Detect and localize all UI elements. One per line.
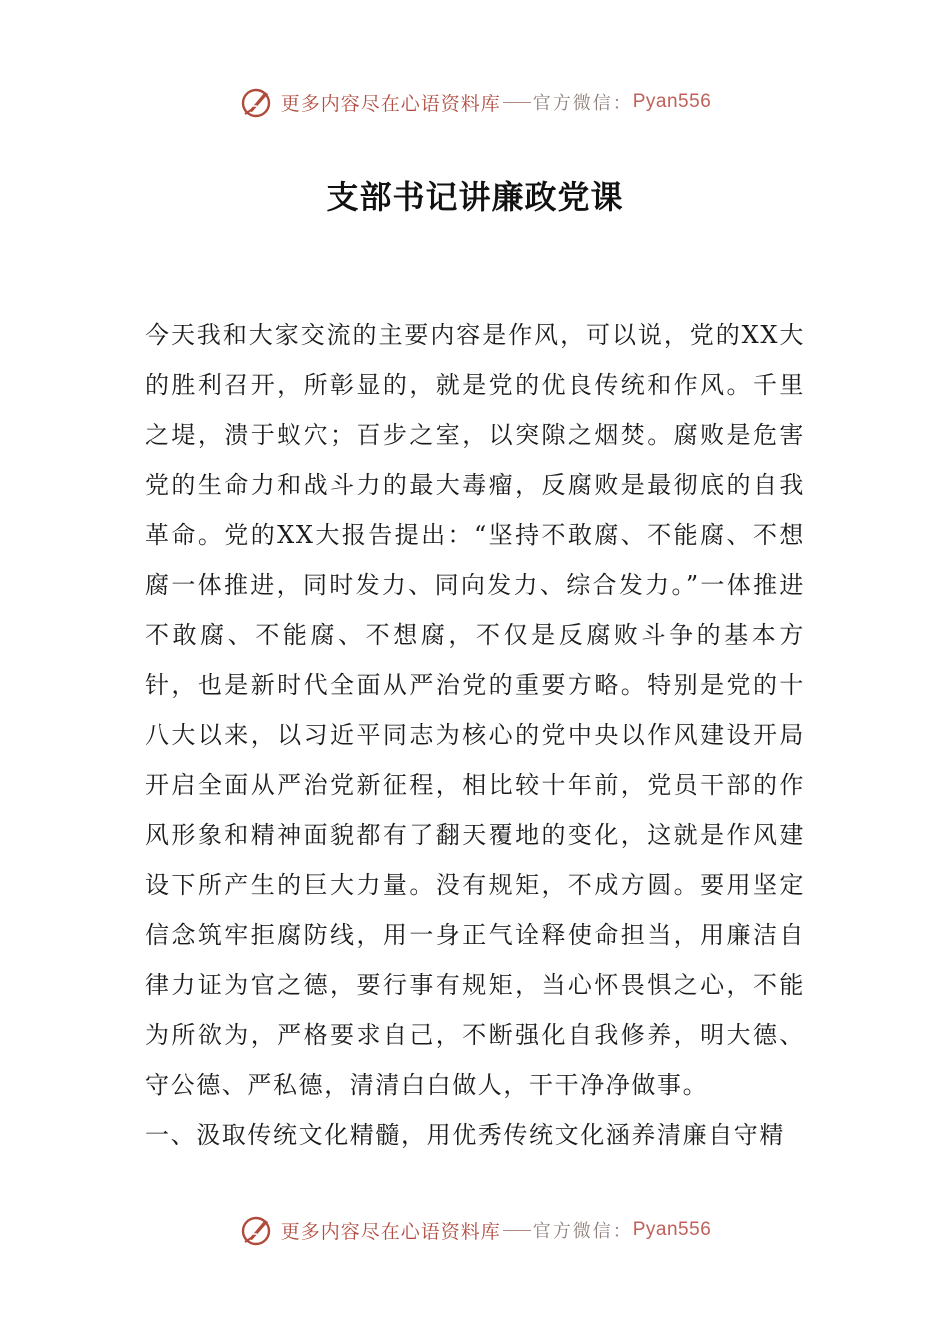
banner-dash [503, 1230, 531, 1231]
banner-dash [503, 102, 531, 103]
banner-wechat-id: Pyan556 [632, 1219, 712, 1240]
banner-wechat-label: 官方微信： [532, 1221, 633, 1242]
header-banner [0, 82, 950, 122]
banner-wechat-label: 官方微信： [532, 93, 633, 114]
quill-seal-logo-icon [239, 84, 275, 120]
banner-slogan: 更多内容尽在心语资料库 [280, 1220, 501, 1243]
banner-slogan: 更多内容尽在心语资料库 [280, 92, 501, 115]
document-title: 支部书记讲廉政党课 [326, 178, 624, 216]
document-body [145, 310, 805, 1160]
body-paragraph: 今天我和大家交流的主要内容是作风，可以说，党的XX大的胜利召开，所彰显的，就是党的优良传统和作风。千里之堤，溃于蚁穴；百步之室，以突隙之烟焚。腐败是危害党的生命力和战斗力的最大毒瘤，反腐败是最彻底的自我革命。党的XX大报告提出：“坚持不敢腐、不能腐、不想腐一体推进，同时发力、同向发力、综合发力。”一体推进不敢腐、不能腐、不想腐，不仅是反腐败斗争的基本方针，也是新时代全面从严治党的重要方略。特别是党的十八大以来，以习近平同志为核心的党中央以作风建设开局开启全面从严治党新征程，相比较十年前，党员干部的作风形象和精神面貌都有了翻天覆地的变化，这就是作风建设下所产生的巨大力量。没有规矩，不成方圆。要用坚定信念筑牢拒腐防线，用一身正气诠释使命担当，用廉洁自律力证为官之德，要行事有规矩，当心怀畏惧之心，不能为所欲为，严格要求自己，不断强化自我修养，明大德、守公德、严私德，清清白白做人，干干净净做事。 [145, 321, 805, 1099]
section-heading: 一、汲取传统文化精髓，用优秀传统文化涵养清廉自守精 [145, 1121, 785, 1149]
banner-wechat-id: Pyan556 [632, 91, 712, 112]
quill-seal-logo-icon [239, 1212, 275, 1248]
footer-banner [0, 1210, 950, 1250]
